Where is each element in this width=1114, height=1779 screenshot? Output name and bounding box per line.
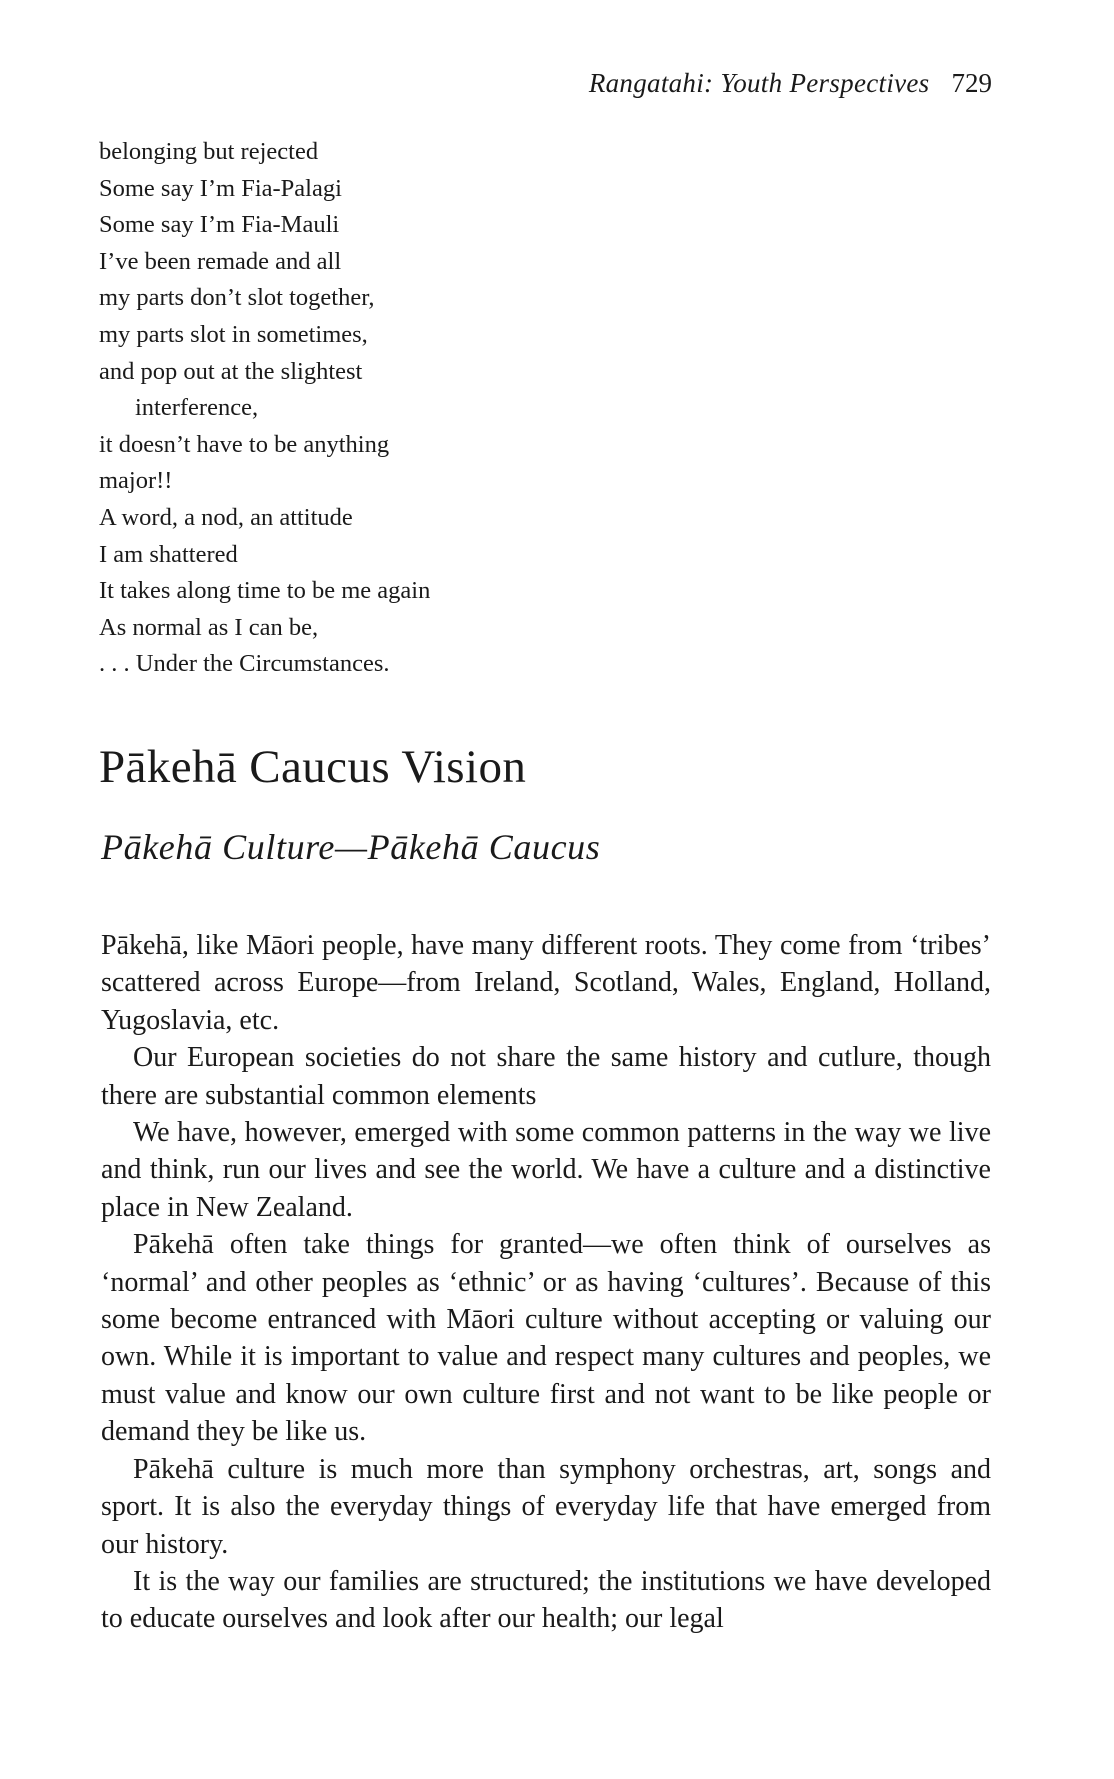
page-number: 729	[951, 68, 992, 98]
section-subtitle: Pākehā Culture—Pākehā Caucus	[101, 827, 601, 867]
poem-line: major!!	[99, 467, 173, 495]
poem-line: I’ve been remade and all	[99, 247, 342, 275]
paragraph: Pākehā culture is much more than symphony orchestras, art, songs and sport. It is also the everyday things of everyday life that have emerged from our history.	[101, 1453, 991, 1560]
poem-line: I am shattered	[99, 540, 238, 568]
body-text	[101, 927, 991, 1638]
poem-line: and pop out at the slightest	[99, 357, 363, 385]
poem-excerpt	[99, 134, 619, 683]
paragraph: It is the way our families are structured; the institutions we have developed to educate ourselves and look after our health; our legal	[101, 1565, 991, 1635]
paragraph: Pākehā often take things for granted—we often think of ourselves as ‘normal’ and other peoples as ‘ethnic’ or as having ‘cultures’. Because of this some become entranced with Māori culture without accepting or valuing our own. While it is important to value and respect many cultures and peoples, we must value and know our own culture first and not want to be like people or demand they be like us.	[101, 1229, 991, 1448]
poem-line: Some say I’m Fia-Palagi	[99, 174, 342, 202]
poem-line: my parts slot in sometimes,	[99, 320, 368, 348]
running-title: Rangatahi: Youth Perspectives	[588, 68, 930, 98]
section-title: Pākehā Caucus Vision	[99, 741, 527, 793]
poem-line: interference,	[135, 394, 259, 422]
poem-line: belonging but rejected	[99, 138, 319, 165]
poem-line: . . . Under the Circumstances.	[99, 650, 390, 678]
poem-line: Some say I’m Fia-Mauli	[99, 211, 340, 239]
poem-line: As normal as I can be,	[99, 613, 319, 641]
poem-line: my parts don’t slot together,	[99, 284, 375, 312]
paragraph: We have, however, emerged with some common patterns in the way we live and think, run our lives and see the world. We have a culture and a distinctive place in New Zealand.	[101, 1117, 991, 1223]
poem-line: it doesn’t have to be anything	[99, 430, 390, 458]
poem-line: A word, a nod, an attitude	[99, 503, 353, 531]
poem-line: It takes along time to be me again	[99, 577, 431, 605]
running-header	[589, 68, 992, 99]
paragraph: Pākehā, like Māori people, have many different roots. They come from ‘tribes’ scattered across Europe—from Ireland, Scotland, Wales, England, Holland, Yugoslavia, etc.	[101, 930, 991, 1036]
paragraph: Our European societies do not share the same history and cutlure, though there are substantial common elements	[101, 1042, 991, 1111]
